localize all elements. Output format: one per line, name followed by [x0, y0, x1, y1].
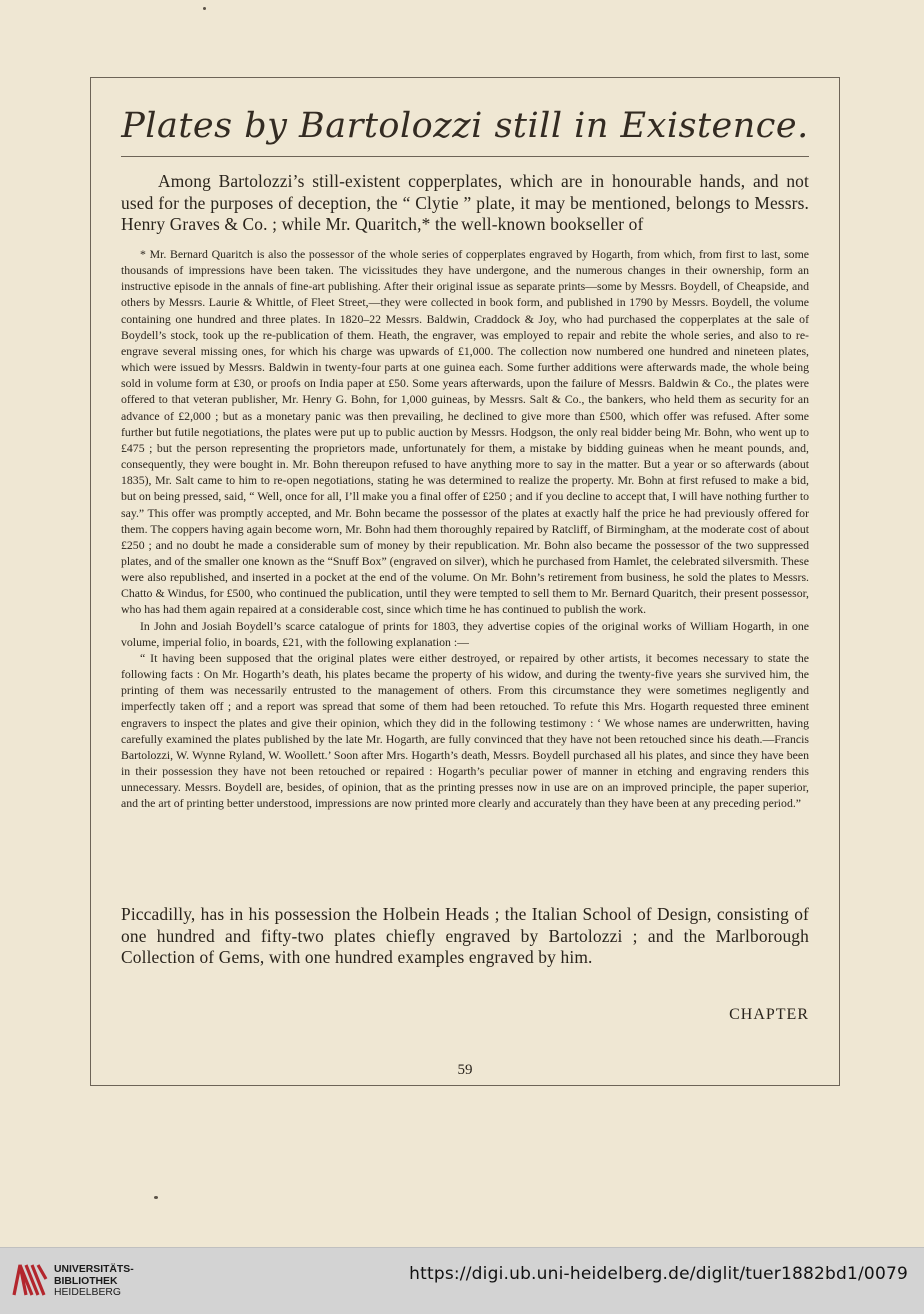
- permalink-url[interactable]: https://digi.ub.uni-heidelberg.de/diglit/tuer1882bd1/0079: [409, 1264, 908, 1284]
- main-text-continued-paragraph: Piccadilly, has in his possession the Holbein Heads ; the Italian School of Design, consisting of one hundred and fifty-two plates chiefly engraved by Bartolozzi ; and the Marlborough Collection of Gems, with one hundred examples engraved by him.: [121, 904, 809, 968]
- library-name-line-2: BIBLIOTHEK: [54, 1275, 118, 1287]
- library-name-line-1: UNIVERSITÄTS-: [54, 1264, 134, 1275]
- footnote-paragraph-1: * Mr. Bernard Quaritch is also the possessor of the whole series of copperplates engraved by Hogarth, from which, from first to last, some thousands of impressions have been taken. The vicissitudes they have undergone, and the numerous changes in their ownership, form an instructive episode in the annals of fine-art publishing. After their original issue as separate prints—some by Messrs. Boydell, of Cheapside, and others by Messrs. Laurie & Whittle, of Fleet Street,—they were collected in book form, and published in 1790 by Messrs. Boydell, the volume containing one hundred and three plates. In 1820–22 Messrs. Baldwin, Craddock & Joy, who had purchased the copperplates at the sale of Boydell’s stock, took up the re-publication of them. Heath, the engraver, was employed to repair and rebite the whole series, and also to re-engrave several missing ones, for which his charge was upwards of £1,000. The collection now numbered one hundred and nineteen plates, which were issued by Messrs. Baldwin in twenty-four parts at one guinea each. Some further additions were afterwards made, the whole being sold in volume form at £30, or proofs on India paper at £50. Some years afterwards, upon the failure of Messrs. Baldwin & Co., the plates were offered to that veteran publisher, Mr. Henry G. Bohn, for 1,000 guineas, by Messrs. Salt & Co., the bankers, who held them as security for an advance of £2,000 ; but as a monetary panic was then prevailing, he declined to give more than £500, which offer was refused. After some further but futile negotiations, the plates were put up to public auction by Messrs. Hodgson, the only real bidder being Mr. Bohn, who went up to £475 ; but the person representing the proprietors made, unfortunately for them, a mistake by bidding guineas when he meant pounds, and, consequently, they were bought in. Mr. Bohn thereupon refused to have anything more to say in the matter. But a year or so afterwards (about 1835), Mr. Salt came to him to re-open negotiations, stating he was determined to realize the property. Mr. Bohn at first refused to make a bid, but on being pressed, said, “ Well, once for all, I’ll make you a final offer of £250 ; and if you decline to accept that, I will have nothing further to say.” This offer was promptly accepted, and Mr. Bohn became the possessor of the plates at exactly half the price he had previously offered for them. The coppers having again become worn, Mr. Bohn had them thoroughly repaired by Ratcliff, of Birmingham, at the moderate cost of about £250 ; and no doubt he made a considerable sum of money by their republication. Mr. Bohn also became the possessor of the two suppressed plates, and of the smaller one known as the “Snuff Box” (engraved on silver), which he purchased from Hamlet, the celebrated silversmith. These were also republished, and inserted in a pocket at the end of the volume. On Mr. Bohn’s retirement from business, he sold the plates to Messrs. Chatto & Windus, for £500, who continued the publication, until they were tempted to sell them to Mr. Bernard Quaritch, their present possessor, who has had them again repaired at a considerable cost, since which time he has continued to publish the work.: [121, 247, 809, 617]
- page-frame: [90, 77, 840, 1086]
- library-name[interactable]: [54, 1264, 134, 1299]
- main-text-paragraph: Among Bartolozzi’s still-existent copperplates, which are in honourable hands, and not used for the purposes of deception, the “ Clytie ” plate, it may be mentioned, belongs to Messrs. Henry Graves & Co. ; while Mr. Quaritch,* the well-known bookseller of: [121, 171, 809, 235]
- footer-bar: [0, 1247, 924, 1314]
- catchword: CHAPTER: [729, 1006, 809, 1023]
- paper-speck: [154, 1196, 158, 1199]
- footnote-paragraph-3: “ It having been supposed that the original plates were either destroyed, or repaired by other artists, it becomes necessary to state the following facts : On Mr. Hogarth’s death, his plates became the property of his widow, and during the twenty-five years she survived him, the printing of them was necessarily entrusted to the management of others. From this circumstance they were sometimes negligently and imperfectly taken off ; and a report was spread that some of them had been retouched. To refute this Mrs. Hogarth requested three eminent engravers to inspect the plates and give their opinion, which they did in the following testimony : ‘ We whose names are underwritten, having carefully examined the plates published by the late Mr. Hogarth, are fully convinced that they have not been retouched since his death.—Francis Bartolozzi, W. Wynne Ryland, W. Woollett.’ Soon after Mrs. Hogarth’s death, Messrs. Boydell purchased all his plates, and since they have been in their possession they have not been retouched or repaired : Hogarth’s peculiar power of manner in etching and engraving renders this unnecessary. Messrs. Boydell are, besides, of opinion, that as the printing presses now in use are on an improved principle, the paper superior, and the art of printing better understood, impressions are now printed more clearly and accurately than they have been at any preceding period.”: [121, 650, 809, 811]
- paper-speck: [203, 7, 206, 10]
- footnote-paragraph-2: In John and Josiah Boydell’s scarce catalogue of prints for 1803, they advertise copies of the original works of William Hogarth, in one volume, imperial folio, in boards, £21, with the following explanation :—: [121, 618, 809, 649]
- library-name-line-3: HEIDELBERG: [54, 1287, 121, 1298]
- university-library-logo-icon[interactable]: [10, 1259, 50, 1299]
- main-text-continued-block: [121, 904, 809, 969]
- footnote-block: [121, 246, 809, 811]
- page-title: Plates by Bartolozzi still in Existence.: [121, 106, 809, 146]
- page-number: 59: [457, 1062, 473, 1078]
- title-rule: [121, 156, 809, 157]
- main-text-block: [121, 171, 809, 236]
